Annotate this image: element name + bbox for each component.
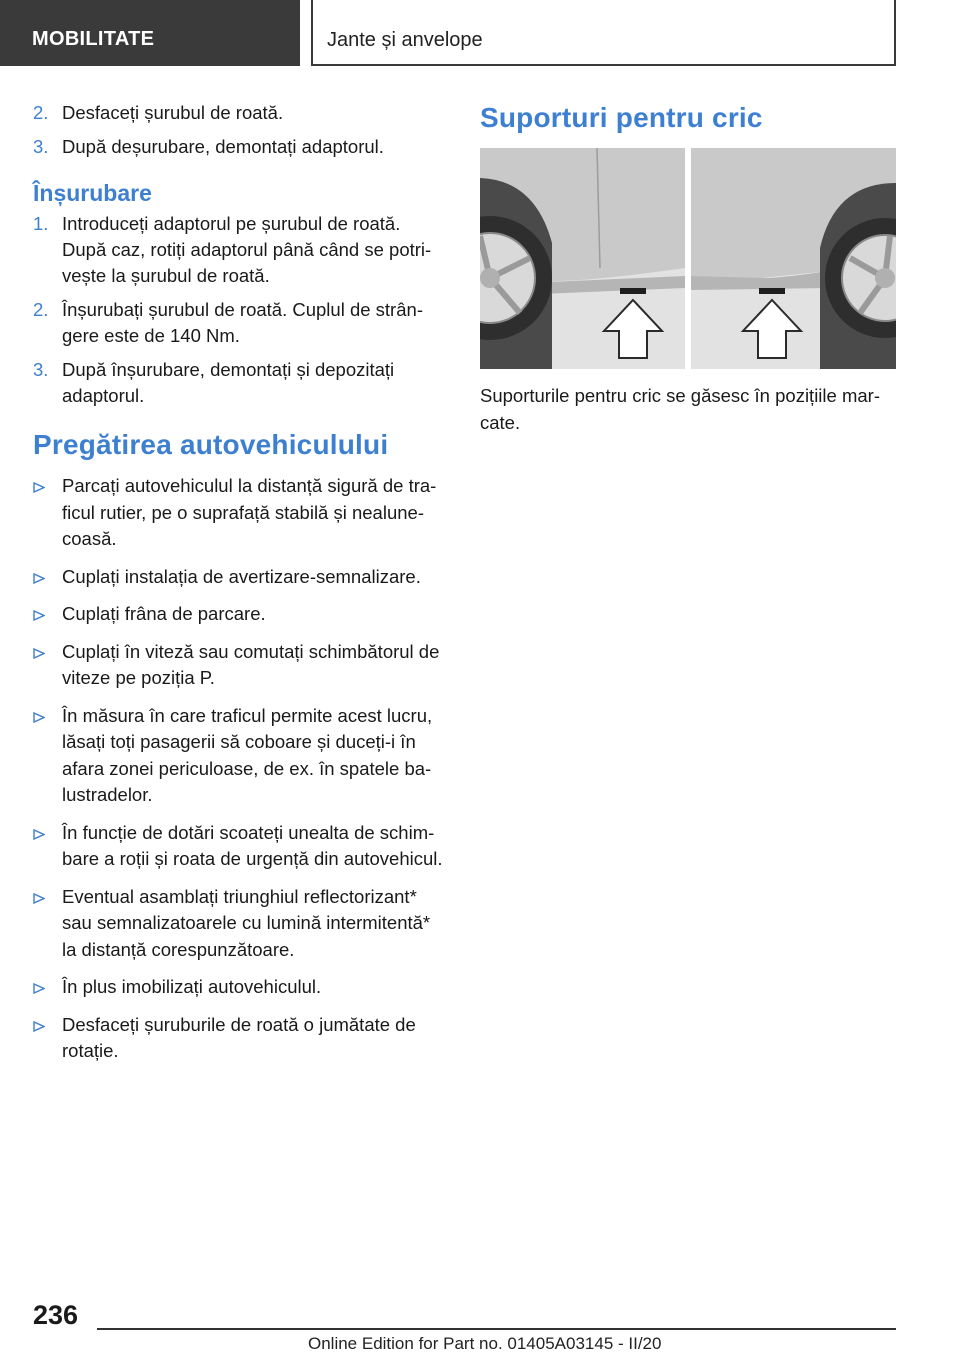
bullet-text: În plus imobilizați autovehiculul.: [62, 976, 322, 997]
step-number: 3.: [33, 359, 49, 380]
step-text: Introduceți adaptorul pe șurubul de roată. După caz, rotiți adaptorul până când se potrivește la șurubul de roată.: [62, 213, 432, 286]
preparation-bullets: [33, 473, 448, 1065]
left-panel-illustration: [480, 148, 685, 369]
jack-points-illustration: [480, 148, 896, 369]
steps-list-a: [33, 100, 448, 160]
section-title-pregatirea: Pregătirea autovehiculului: [33, 429, 389, 460]
triangle-bullet-icon: [33, 648, 45, 659]
triangle-bullet-icon: [33, 983, 45, 994]
subheading-insurubare: Înșurubare: [33, 180, 152, 206]
footer-divider: [97, 1328, 896, 1330]
list-item: [33, 639, 448, 692]
triangle-bullet-icon: [33, 610, 45, 621]
car-jack-points-image: [480, 148, 896, 369]
steps-list-b: [33, 211, 448, 409]
list-item: [33, 974, 448, 1001]
page-header: [0, 0, 960, 66]
list-item: [33, 564, 448, 591]
list-item: [33, 473, 448, 553]
list-item: [33, 297, 448, 349]
step-number: 3.: [33, 136, 49, 157]
bullet-text: Eventual asamblați triunghiul reflectorizant* sau semnalizatoarele cu lumină intermitentă* la distanță corespunzătoare.: [62, 885, 431, 960]
list-item: [33, 884, 448, 964]
section-tab-label: MOBILITATE: [32, 28, 155, 50]
bullet-text: Cuplați instalația de avertizare-semnalizare.: [62, 565, 421, 587]
list-item: [33, 211, 448, 289]
step-number: 1.: [33, 213, 49, 234]
triangle-bullet-icon: [33, 573, 45, 584]
left-column: [33, 100, 448, 1076]
bullet-text: În funcție de dotări scoateți unealta de schimbare a roții și roata de urgență din autovehicul.: [62, 821, 443, 869]
bullet-text: Cuplați frâna de parcare.: [62, 603, 266, 624]
section-title-suporturi: Suporturi pentru cric: [480, 102, 763, 133]
triangle-bullet-icon: [33, 712, 45, 723]
bullet-text: Desfaceți șuruburile de roată o jumătate de rotație.: [62, 1013, 416, 1061]
step-text: Înșurubați șurubul de roată. Cuplul de strângere este de 140 Nm.: [62, 299, 423, 346]
step-number: 2.: [33, 102, 49, 123]
list-item: [33, 703, 448, 809]
triangle-bullet-icon: [33, 1021, 45, 1032]
figure-caption: Suporturile pentru cric se găsesc în pozițiile marcate.: [480, 385, 880, 433]
triangle-bullet-icon: [33, 829, 45, 840]
triangle-bullet-icon: [33, 893, 45, 904]
topic-tab-label: Jante și anvelope: [327, 29, 483, 51]
list-item: [33, 601, 448, 628]
step-text: După deșurubare, demontați adaptorul.: [62, 136, 384, 157]
list-item: [33, 1012, 448, 1065]
list-item: [33, 134, 448, 160]
section-tab[interactable]: [0, 0, 300, 66]
topic-tab[interactable]: [311, 0, 896, 66]
step-number: 2.: [33, 299, 49, 320]
bullet-text: În măsura în care traficul permite acest lucru, lăsați toți pasagerii să coboare și duceți-i în afara zonei periculoase, de ex. în spatele balustradelor.: [62, 704, 433, 805]
triangle-bullet-icon: [33, 482, 45, 493]
list-item: [33, 820, 448, 873]
bullet-text: Parcați autovehiculul la distanță sigură de traficul rutier, pe o suprafață stabilă și nealunecoasă.: [62, 475, 437, 549]
bullet-text: Cuplați în viteză sau comutați schimbătorul de viteze pe poziția P.: [62, 640, 440, 688]
edition-note: Online Edition for Part no. 01405A03145 - II/20: [308, 1334, 662, 1353]
step-text: Desfaceți șurubul de roată.: [62, 102, 284, 123]
step-text: După înșurubare, demontați și depozitați adaptorul.: [62, 359, 395, 406]
list-item: [33, 100, 448, 126]
right-panel-illustration: [691, 148, 896, 369]
list-item: [33, 357, 448, 409]
page-number: 236: [33, 1300, 79, 1330]
right-column: [480, 100, 896, 436]
